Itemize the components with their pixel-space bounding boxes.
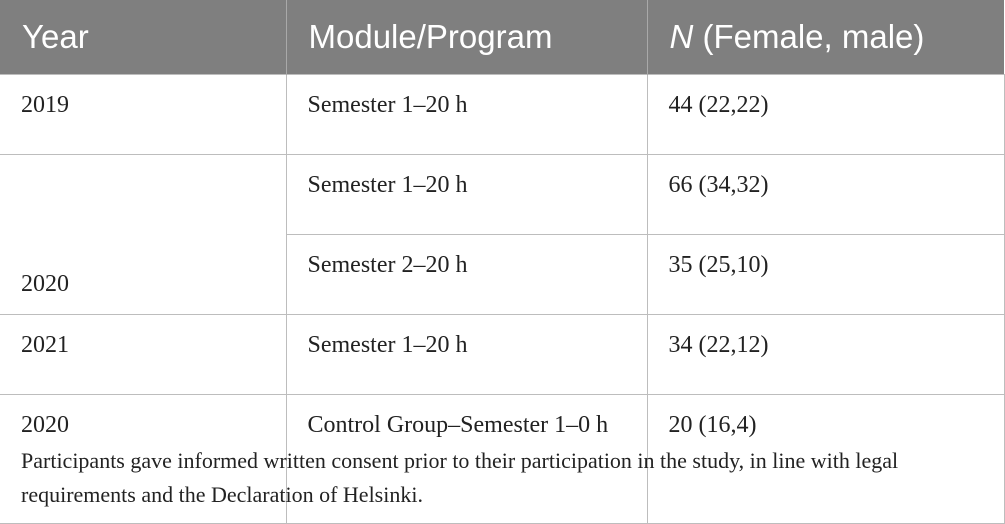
cell-module: Semester 1–20 h: [286, 75, 647, 155]
cell-module-text: Control Group–Semester 1–0 h: [307, 412, 609, 438]
header-n-label: (Female, male): [693, 18, 925, 55]
table-row: [0, 75, 1004, 155]
cell-n: 66 (34,32): [647, 155, 1004, 235]
cell-n: 44 (22,22): [647, 75, 1004, 155]
cell-module: Semester 1–20 h: [286, 155, 647, 235]
cell-year: 2019: [0, 75, 286, 155]
header-row: [0, 0, 1004, 75]
cell-year: 2021: [0, 315, 286, 395]
cell-year: 2020: [0, 155, 286, 315]
table-row: [0, 155, 1004, 235]
table-header: [0, 0, 1004, 75]
table-row: [0, 315, 1004, 395]
cell-n-text: 20 (16,4): [668, 412, 757, 438]
header-n: [647, 0, 1004, 75]
cell-module: Semester 2–20 h: [286, 235, 647, 315]
cell-n: 34 (22,12): [647, 315, 1004, 395]
header-module: Module/Program: [286, 0, 647, 75]
table-footnote: Participants gave informed written consent prior to their participation in the study, in line with legal requirements and the Declaration of Helsinki.: [21, 448, 899, 507]
header-n-symbol: N: [669, 18, 694, 55]
header-year: Year: [0, 0, 286, 75]
cell-n: 35 (25,10): [647, 235, 1004, 315]
cell-module: Semester 1–20 h: [286, 315, 647, 395]
cell-year-text: 2020: [21, 412, 69, 438]
